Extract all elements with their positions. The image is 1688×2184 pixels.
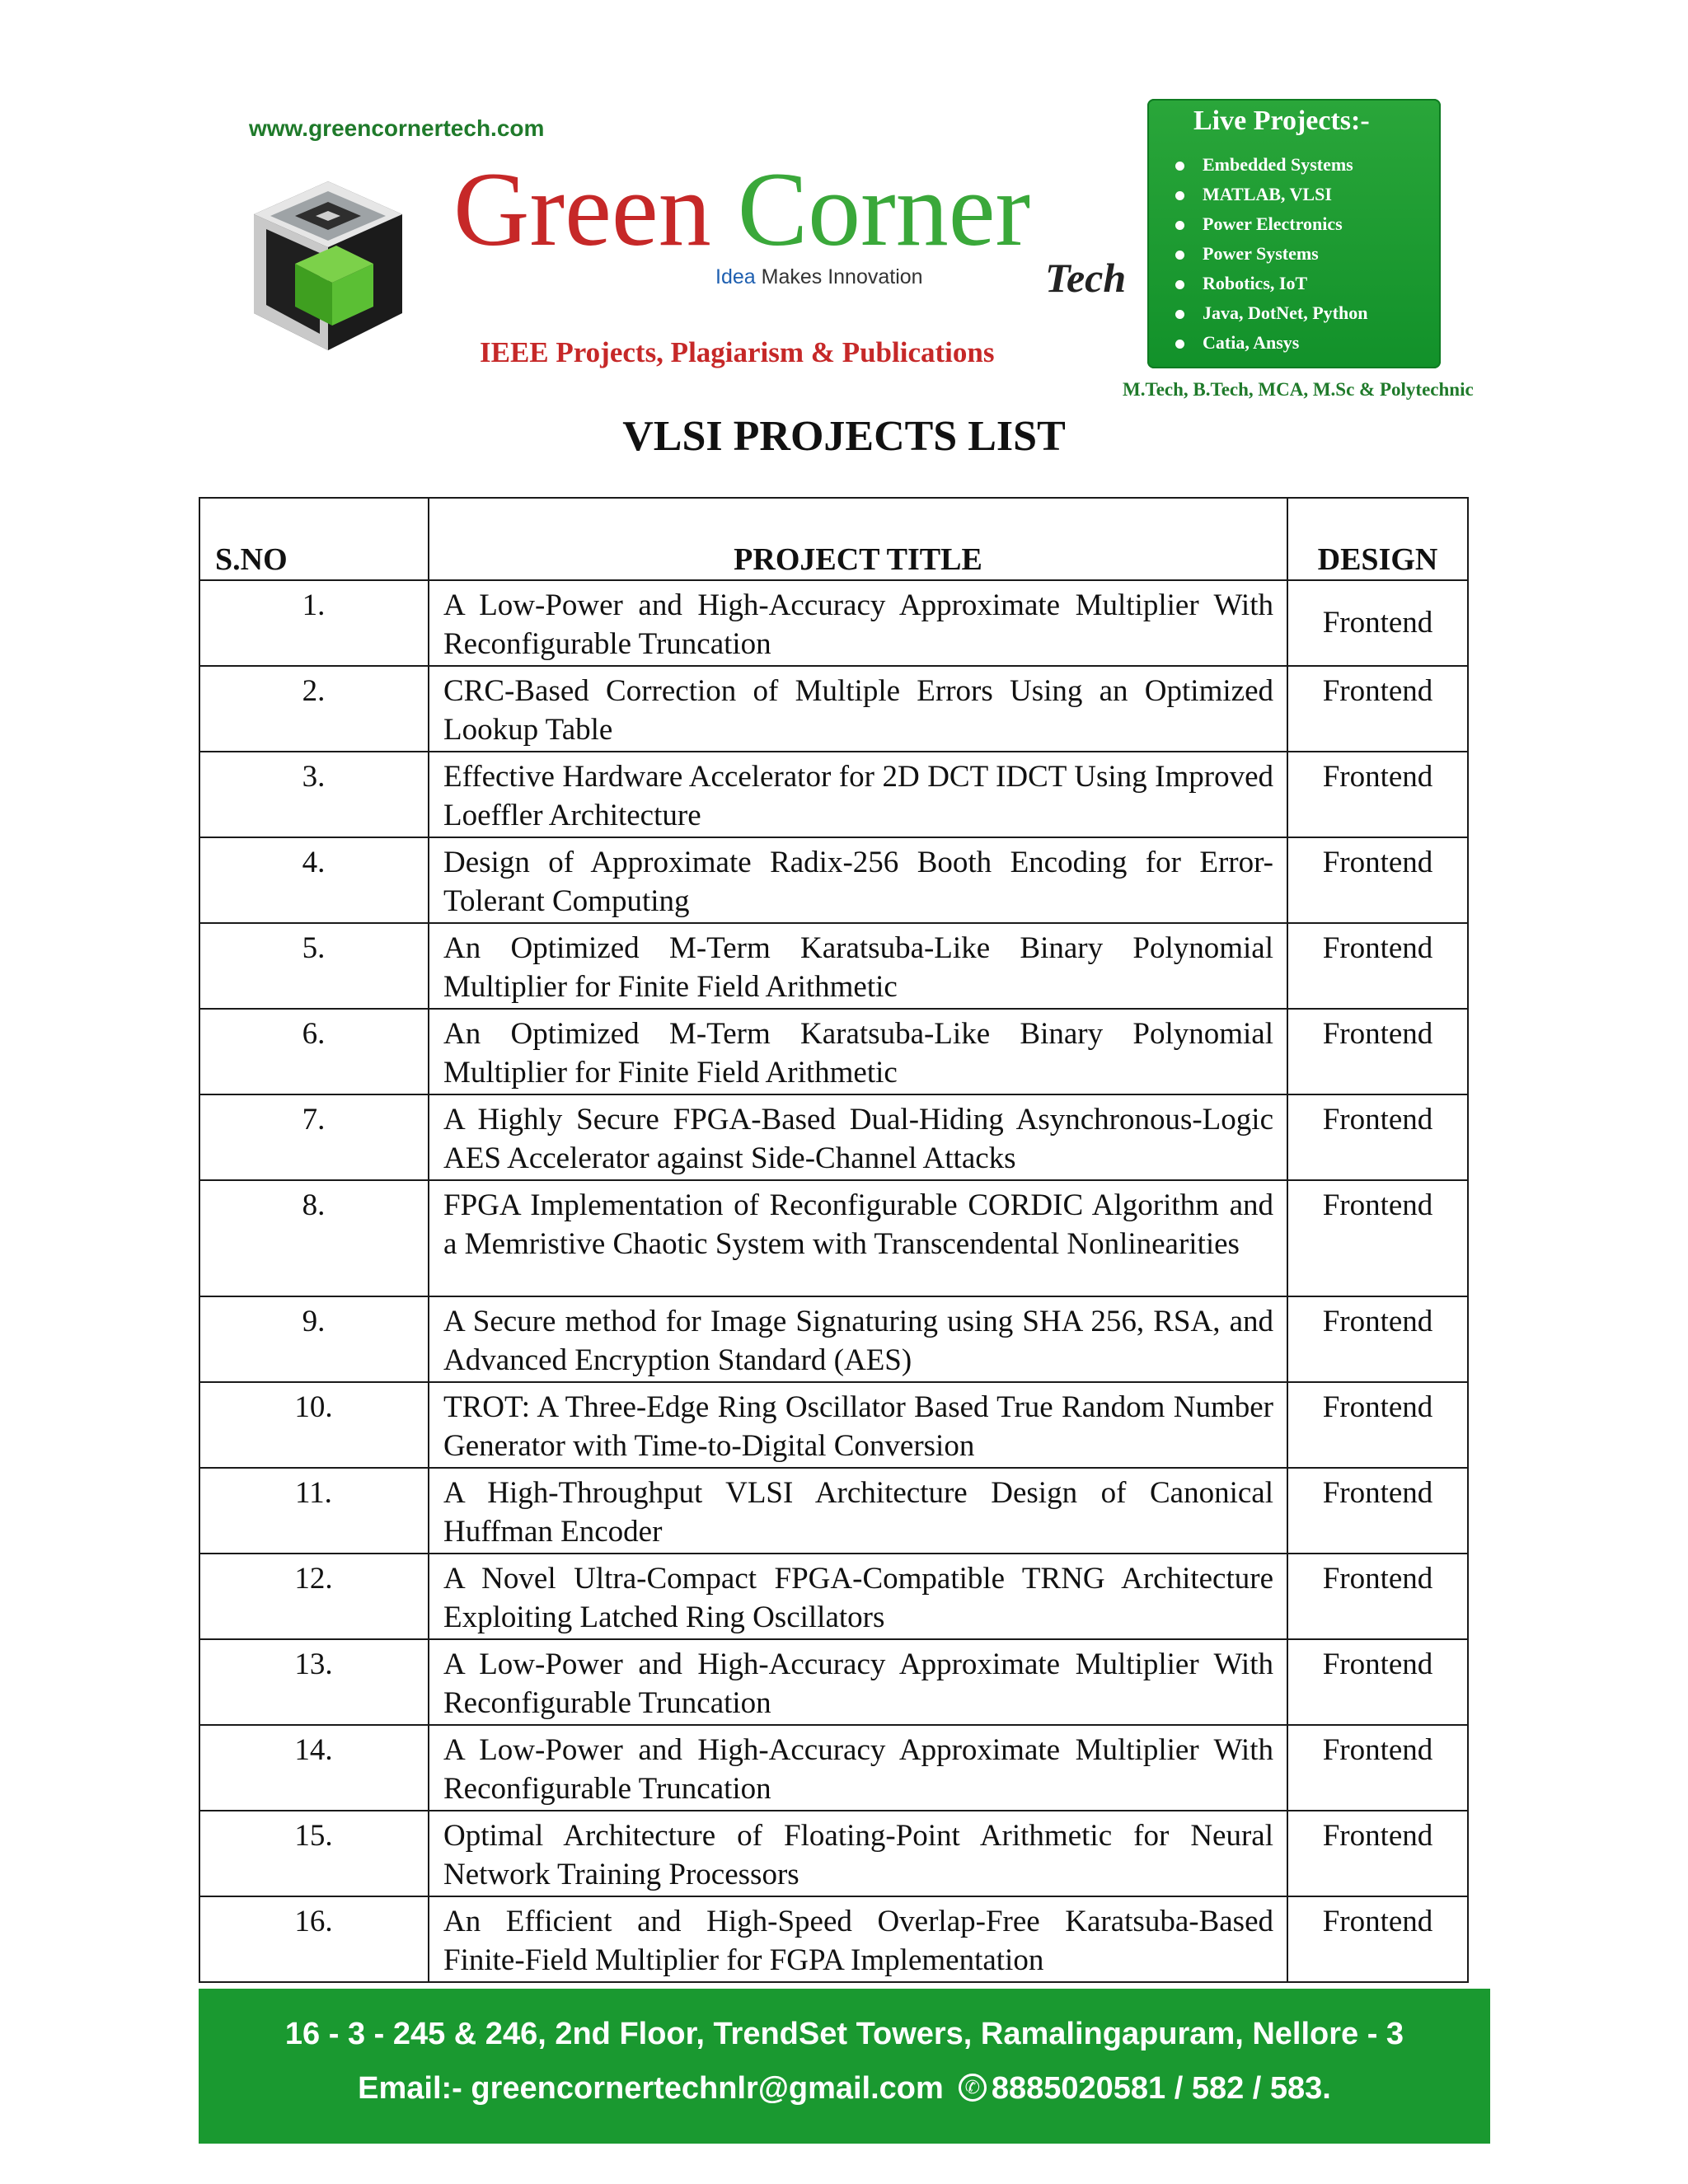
footer-contact-bar bbox=[199, 1989, 1490, 2144]
row-sno: 10. bbox=[199, 1382, 429, 1468]
row-title: A Low-Power and High-Accuracy Approximate Multiplier With Reconfigurable Truncation bbox=[429, 1725, 1287, 1811]
row-sno: 12. bbox=[199, 1554, 429, 1639]
row-sno: 9. bbox=[199, 1296, 429, 1382]
row-design: Frontend bbox=[1287, 580, 1468, 666]
row-sno: 7. bbox=[199, 1094, 429, 1180]
header-project-title: PROJECT TITLE bbox=[429, 498, 1287, 580]
row-sno: 2. bbox=[199, 666, 429, 752]
brand-green-word: Green bbox=[453, 151, 711, 268]
table-row bbox=[199, 1896, 1468, 1982]
website-url[interactable]: www.greencornertech.com bbox=[249, 115, 545, 141]
row-sno: 8. bbox=[199, 1180, 429, 1296]
row-title: Optimal Architecture of Floating-Point Arithmetic for Neural Network Training Processors bbox=[429, 1811, 1287, 1896]
table-row bbox=[199, 1725, 1468, 1811]
table-row bbox=[199, 1554, 1468, 1639]
row-design: Frontend bbox=[1287, 752, 1468, 837]
degrees-line: M.Tech, B.Tech, MCA, M.Sc & Polytechnic bbox=[1123, 379, 1474, 400]
live-project-item: Java, DotNet, Python bbox=[1175, 298, 1367, 328]
table-row bbox=[199, 837, 1468, 923]
row-design: Frontend bbox=[1287, 1896, 1468, 1982]
bullet-icon bbox=[1175, 251, 1184, 260]
row-title: An Optimized M-Term Karatsuba-Like Binary Polynomial Multiplier for Finite Field Arithmetic bbox=[429, 1009, 1287, 1094]
projects-table bbox=[199, 497, 1469, 1983]
services-subtitle: IEEE Projects, Plagiarism & Publications bbox=[480, 336, 995, 368]
footer-email[interactable]: Email:- greencornertechnlr@gmail.com bbox=[358, 2071, 944, 2106]
row-design: Frontend bbox=[1287, 1725, 1468, 1811]
table-row bbox=[199, 1094, 1468, 1180]
live-project-item: Embedded Systems bbox=[1175, 150, 1367, 180]
live-projects-box bbox=[1147, 99, 1441, 368]
live-project-item: MATLAB, VLSI bbox=[1175, 180, 1367, 209]
row-design: Frontend bbox=[1287, 1468, 1468, 1554]
brand-tech: Tech bbox=[1045, 255, 1127, 301]
live-project-item: Catia, Ansys bbox=[1175, 328, 1367, 358]
bullet-icon bbox=[1175, 191, 1184, 200]
footer-phone[interactable]: 8885020581 / 582 / 583. bbox=[991, 2071, 1331, 2106]
bullet-icon bbox=[1175, 340, 1184, 349]
row-sno: 6. bbox=[199, 1009, 429, 1094]
row-title: An Optimized M-Term Karatsuba-Like Binary Polynomial Multiplier for Finite Field Arithmetic bbox=[429, 923, 1287, 1009]
row-sno: 5. bbox=[199, 923, 429, 1009]
row-title: A Low-Power and High-Accuracy Approximate Multiplier With Reconfigurable Truncation bbox=[429, 580, 1287, 666]
row-design: Frontend bbox=[1287, 1811, 1468, 1896]
row-design: Frontend bbox=[1287, 1180, 1468, 1296]
cube-logo-icon bbox=[237, 165, 419, 363]
row-title: CRC-Based Correction of Multiple Errors Using an Optimized Lookup Table bbox=[429, 666, 1287, 752]
header-sno: S.NO bbox=[199, 498, 429, 580]
row-sno: 11. bbox=[199, 1468, 429, 1554]
row-sno: 3. bbox=[199, 752, 429, 837]
row-title: An Efficient and High-Speed Overlap-Free Karatsuba-Based Finite-Field Multiplier for FGPA Implementation bbox=[429, 1896, 1287, 1982]
row-design: Frontend bbox=[1287, 1554, 1468, 1639]
row-title: Effective Hardware Accelerator for 2D DCT IDCT Using Improved Loeffler Architecture bbox=[429, 752, 1287, 837]
table-row bbox=[199, 1296, 1468, 1382]
tagline-idea: Idea bbox=[715, 265, 756, 288]
row-design: Frontend bbox=[1287, 1382, 1468, 1468]
live-project-item: Robotics, IoT bbox=[1175, 269, 1367, 298]
brand-name bbox=[453, 151, 1031, 268]
live-projects-list bbox=[1175, 150, 1367, 358]
row-design: Frontend bbox=[1287, 837, 1468, 923]
header-design: DESIGN bbox=[1287, 498, 1468, 580]
table-header-row bbox=[199, 498, 1468, 580]
row-sno: 4. bbox=[199, 837, 429, 923]
table-row bbox=[199, 1382, 1468, 1468]
phone-icon: ✆ bbox=[959, 2074, 987, 2102]
row-design: Frontend bbox=[1287, 1639, 1468, 1725]
table-row bbox=[199, 923, 1468, 1009]
table-row bbox=[199, 666, 1468, 752]
row-sno: 1. bbox=[199, 580, 429, 666]
row-sno: 16. bbox=[199, 1896, 429, 1982]
tagline bbox=[715, 265, 923, 289]
row-title: Design of Approximate Radix-256 Booth Encoding for Error-Tolerant Computing bbox=[429, 837, 1287, 923]
row-sno: 14. bbox=[199, 1725, 429, 1811]
bullet-icon bbox=[1175, 162, 1184, 171]
footer-contact bbox=[199, 2071, 1490, 2107]
row-title: A Secure method for Image Signaturing using SHA 256, RSA, and Advanced Encryption Standard (AES) bbox=[429, 1296, 1287, 1382]
row-sno: 15. bbox=[199, 1811, 429, 1896]
row-title: A High-Throughput VLSI Architecture Design of Canonical Huffman Encoder bbox=[429, 1468, 1287, 1554]
letterhead bbox=[0, 0, 1688, 412]
table-row bbox=[199, 1639, 1468, 1725]
row-design: Frontend bbox=[1287, 1296, 1468, 1382]
table-row bbox=[199, 1180, 1468, 1296]
table-row bbox=[199, 1468, 1468, 1554]
table-row bbox=[199, 1811, 1468, 1896]
row-sno: 13. bbox=[199, 1639, 429, 1725]
bullet-icon bbox=[1175, 310, 1184, 319]
live-projects-title: Live Projects:- bbox=[1193, 105, 1370, 136]
live-project-item: Power Systems bbox=[1175, 239, 1367, 269]
row-title: A Low-Power and High-Accuracy Approximate Multiplier With Reconfigurable Truncation bbox=[429, 1639, 1287, 1725]
row-title: FPGA Implementation of Reconfigurable CORDIC Algorithm and a Memristive Chaotic System with Transcendental Nonlinearities bbox=[429, 1180, 1287, 1296]
bullet-icon bbox=[1175, 280, 1184, 289]
table-row bbox=[199, 580, 1468, 666]
row-design: Frontend bbox=[1287, 1094, 1468, 1180]
tagline-rest: Makes Innovation bbox=[755, 265, 923, 288]
row-title: A Novel Ultra-Compact FPGA-Compatible TRNG Architecture Exploiting Latched Ring Oscillators bbox=[429, 1554, 1287, 1639]
document-title: VLSI PROJECTS LIST bbox=[622, 413, 1066, 460]
row-title: TROT: A Three-Edge Ring Oscillator Based True Random Number Generator with Time-to-Digital Conversion bbox=[429, 1382, 1287, 1468]
brand-corner-word: Corner bbox=[737, 151, 1031, 268]
row-design: Frontend bbox=[1287, 666, 1468, 752]
live-project-item: Power Electronics bbox=[1175, 209, 1367, 239]
row-design: Frontend bbox=[1287, 1009, 1468, 1094]
table-row bbox=[199, 1009, 1468, 1094]
bullet-icon bbox=[1175, 221, 1184, 230]
footer-address: 16 - 3 - 245 & 246, 2nd Floor, TrendSet Towers, Ramalingapuram, Nellore - 3 bbox=[284, 2017, 1404, 2051]
row-design: Frontend bbox=[1287, 923, 1468, 1009]
table-row bbox=[199, 752, 1468, 837]
row-title: A Highly Secure FPGA-Based Dual-Hiding Asynchronous-Logic AES Accelerator against Side-Channel Attacks bbox=[429, 1094, 1287, 1180]
